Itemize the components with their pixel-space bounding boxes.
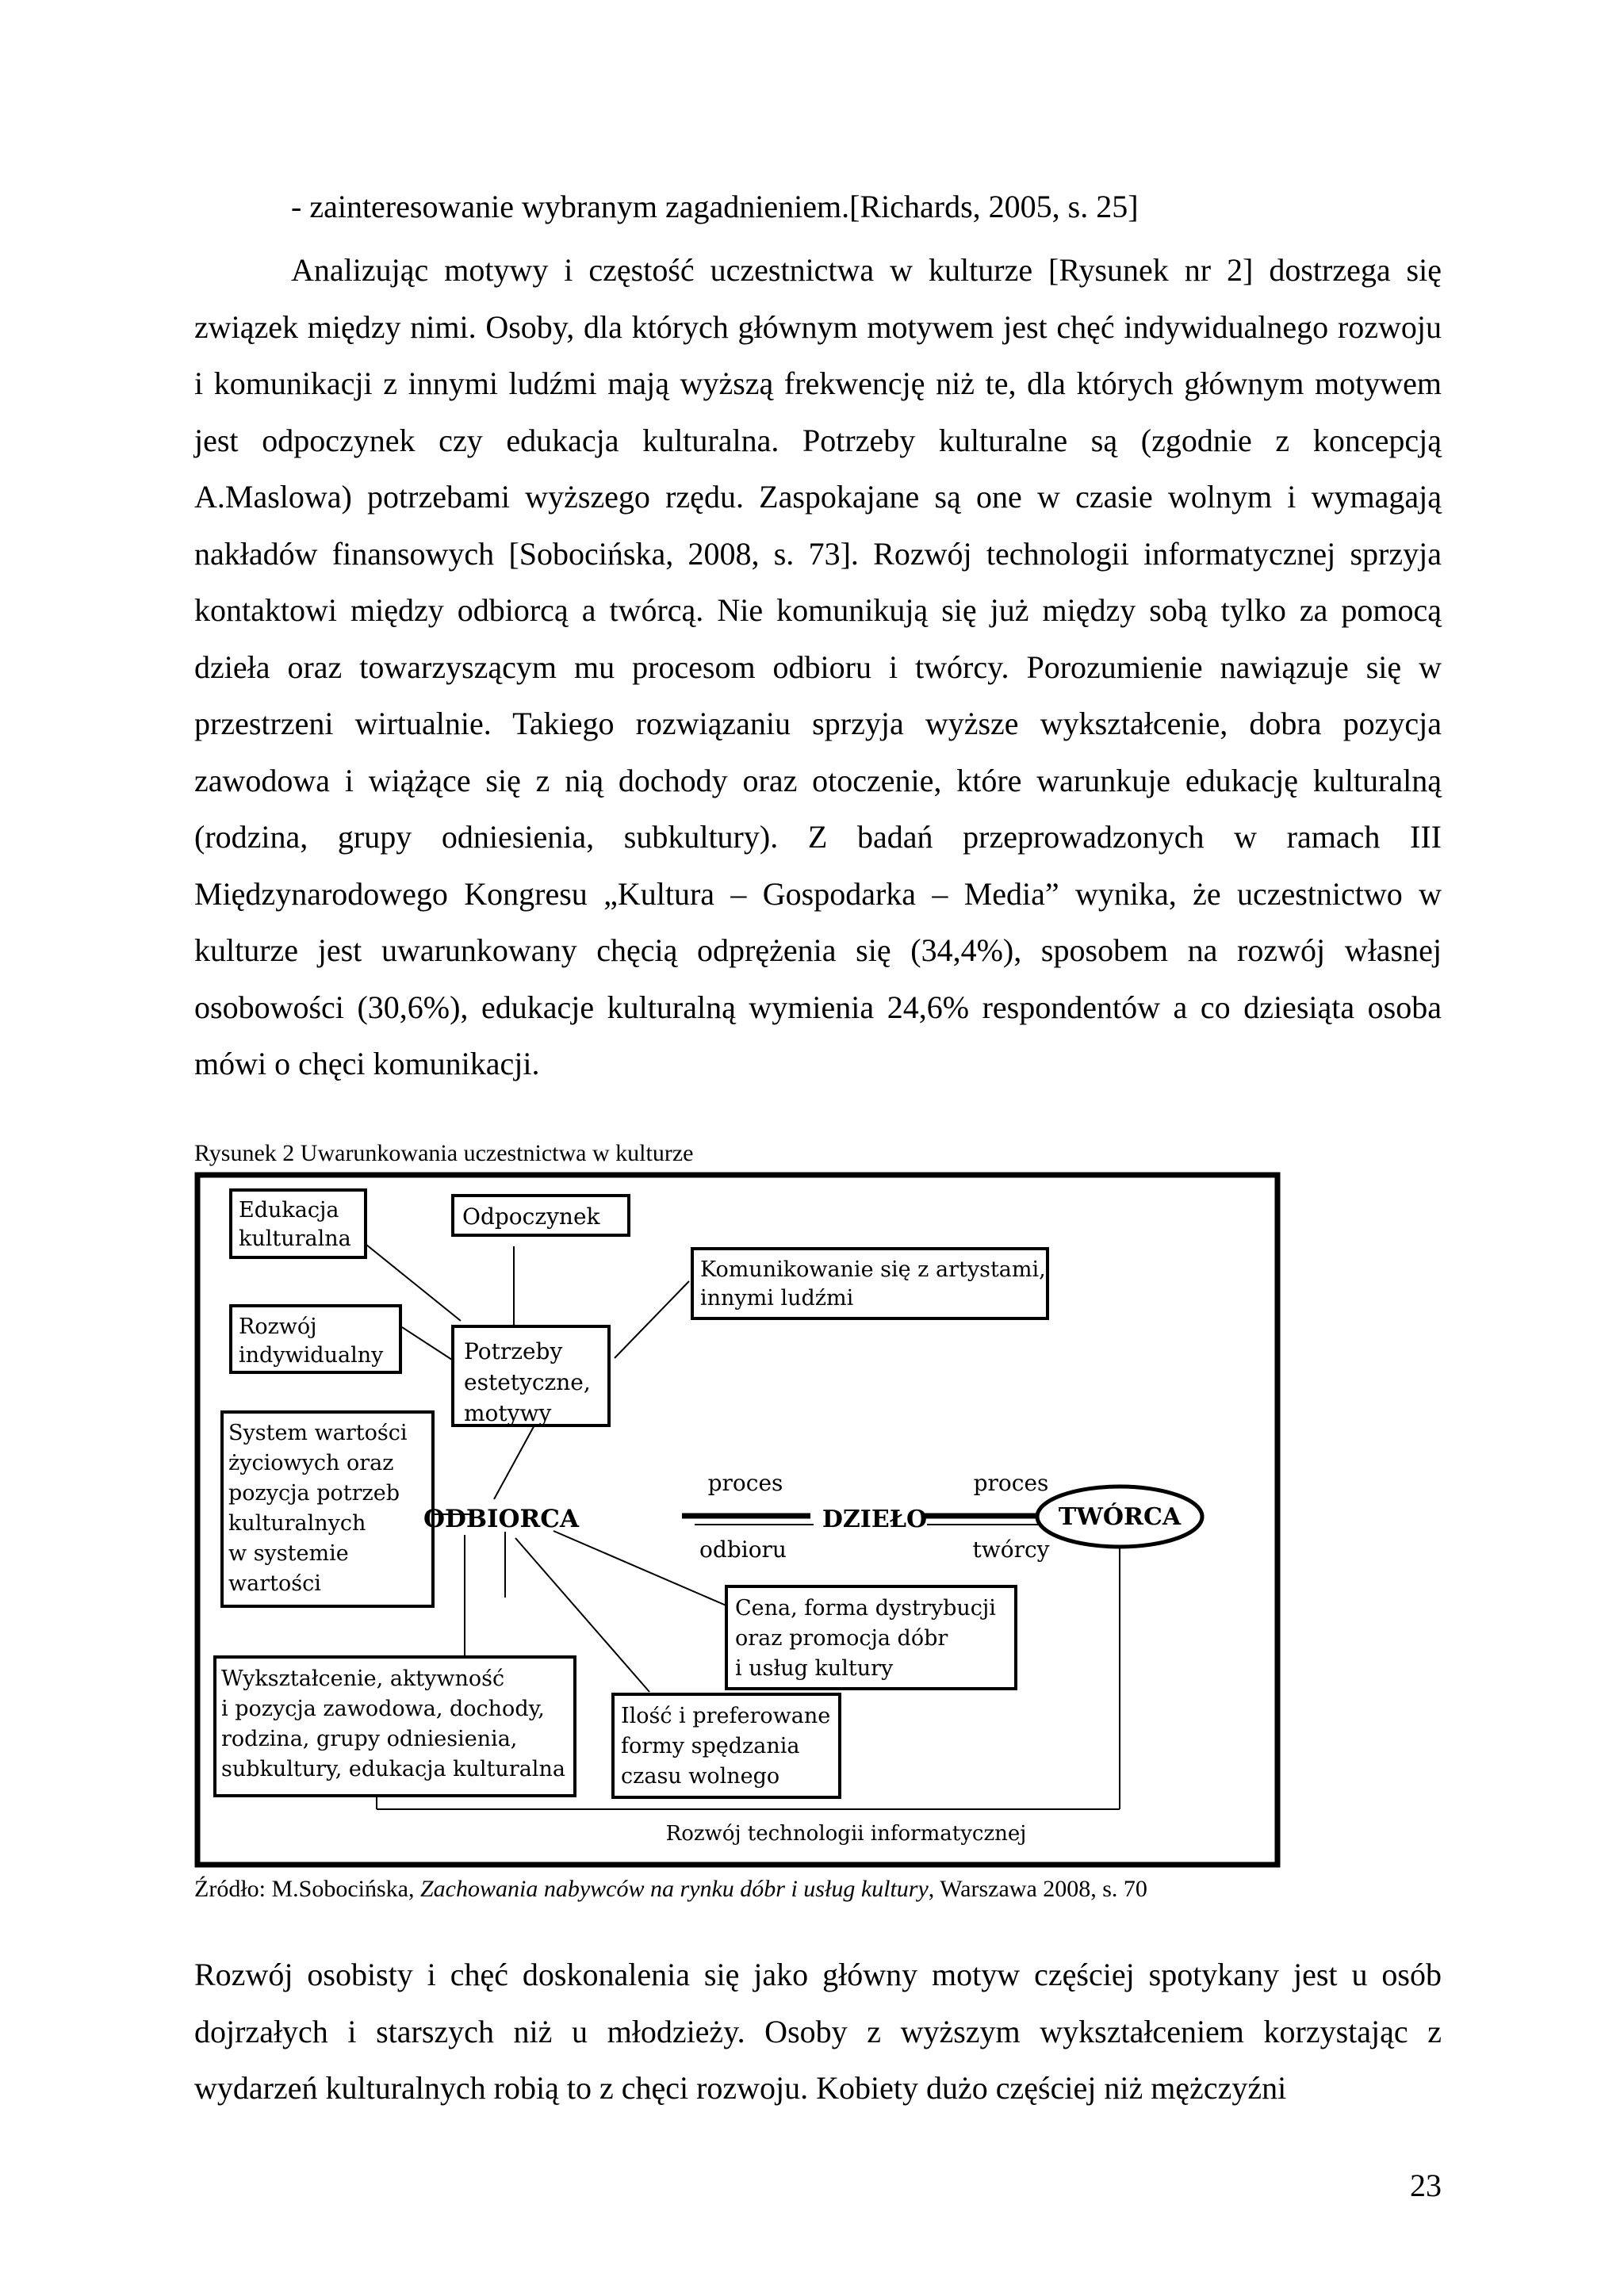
page-number: 23 <box>1410 2168 1442 2203</box>
proces-tworcy-top: proces <box>973 1470 1049 1496</box>
source-prefix: Źródło: M.Sobocińska, <box>194 1876 420 1902</box>
system-line-6: wartości <box>228 1571 321 1596</box>
continuation-line: - zainteresowanie wybranym zagadnieniem.[Richards, 2005, s. 25] <box>291 189 1139 224</box>
ilosc-line-2: formy spędzania <box>621 1734 800 1758</box>
potrzeby-line-1: Potrzeby <box>464 1338 563 1364</box>
source-title: Zachowania nabywców na rynku dóbr i usług kultury <box>420 1876 929 1902</box>
potrzeby-line-3: motywy <box>464 1400 552 1426</box>
cena-line-1: Cena, forma dystrybucji <box>735 1596 996 1621</box>
proces-odbioru-top: proces <box>707 1470 783 1496</box>
system-line-5: w systemie <box>228 1541 349 1566</box>
rozwoj-line-1: Rozwój <box>239 1314 317 1339</box>
system-line-4: kulturalnych <box>228 1511 366 1536</box>
system-line-1: System wartości <box>228 1421 408 1445</box>
wyksztalcenie-line-1: Wykształcenie, aktywność <box>221 1667 505 1691</box>
ilosc-line-3: czasu wolnego <box>621 1764 780 1789</box>
komunikowanie-line-1: Komunikowanie się z artystami, <box>700 1257 1046 1282</box>
figure-diagram <box>194 1172 1281 1868</box>
potrzeby-line-2: estetyczne, <box>464 1369 591 1395</box>
wyksztalcenie-line-2: i pozycja zawodowa, dochody, <box>221 1697 545 1721</box>
body-paragraph-2: Rozwój osobisty i chęć doskonalenia się jako główny motyw częściej spotykany jest u osób dojrzałych i starszych niż u młodzieży. Osoby z wyższym wykształceniem korzystając z wydarzeń kulturalnych robią to z chęci rozwoju. Kobiety dużo częściej niż mężczyźni <box>194 1957 1442 2106</box>
source-suffix: , Warszawa 2008, s. 70 <box>928 1876 1147 1902</box>
wyksztalcenie-line-3: rodzina, grupy odniesienia, <box>221 1727 518 1751</box>
system-line-3: pozycja potrzeb <box>228 1481 400 1506</box>
odpoczynek-label: Odpoczynek <box>462 1203 600 1230</box>
proces-tworcy-bottom: twórcy <box>972 1536 1050 1563</box>
figure-source <box>194 1873 1147 1905</box>
technologia-label: Rozwój technologii informatycznej <box>665 1822 1027 1846</box>
edukacja-line-1: Edukacja <box>239 1198 339 1223</box>
cena-line-2: oraz promocja dóbr <box>735 1626 948 1651</box>
cena-line-3: i usług kultury <box>735 1656 894 1681</box>
tworca-label: TWÓRCA <box>1058 1503 1182 1531</box>
edukacja-line-2: kulturalna <box>239 1226 351 1251</box>
dzielo-label: DZIEŁO <box>822 1506 928 1533</box>
figure-caption: Rysunek 2 Uwarunkowania uczestnictwa w kulturze <box>194 1140 694 1166</box>
odbiorca-label: ODBIORCA <box>423 1505 580 1533</box>
system-line-2: życiowych oraz <box>228 1451 394 1475</box>
ilosc-line-1: Ilość i preferowane <box>621 1704 831 1728</box>
rozwoj-line-2: indywidualny <box>239 1343 384 1368</box>
body-paragraph-1: Analizując motywy i częstość uczestnictwa w kulturze [Rysunek nr 2] dostrzega się związek między nimi. Osoby, dla których głównym motywem jest chęć indywidualnego rozwoju i komunikacji z innymi ludźmi mają wyższą frekwencję niż te, dla których głównym motywem jest odpoczynek czy edukacja kulturalna. Potrzeby kulturalne są (zgodnie z koncepcją A.Maslowa) potrzebami wyższego rzędu. Zaspokajane są one w czasie wolnym i wymagają nakładów finansowych [Sobocińska, 2008, s. 73]. Rozwój technologii informatycznej sprzyja kontaktowi między odbiorcą a twórcą. Nie komunikują się już między sobą tylko za pomocą dzieła oraz towarzyszącym mu procesom odbioru i twórcy. Porozumienie nawiązuje się w przestrzeni wirtualnie. Takiego rozwiązaniu sprzyja wyższe wykształcenie, dobra pozycja zawodowa i wiążące się z nią dochody oraz otoczenie, które warunkuje edukację kulturalną (rodzina, grupy odniesienia, subkultury). Z badań przeprowadzonych w ramach III Międzynarodowego Kongresu „Kultura – Gospodarka – Media” wynika, że uczestnictwo w kulturze jest uwarunkowany chęcią odprężenia się (34,4%), sposobem na rozwój własnej osobowości (30,6%), edukacje kulturalną wymienia 24,6% respondentów a co dziesiąta osoba mówi o chęci komunikacji. <box>194 252 1442 1081</box>
komunikowanie-line-2: innymi ludźmi <box>700 1286 854 1311</box>
wyksztalcenie-line-4: subkultury, edukacja kulturalna <box>221 1757 565 1781</box>
proces-odbioru-bottom: odbioru <box>699 1536 787 1563</box>
